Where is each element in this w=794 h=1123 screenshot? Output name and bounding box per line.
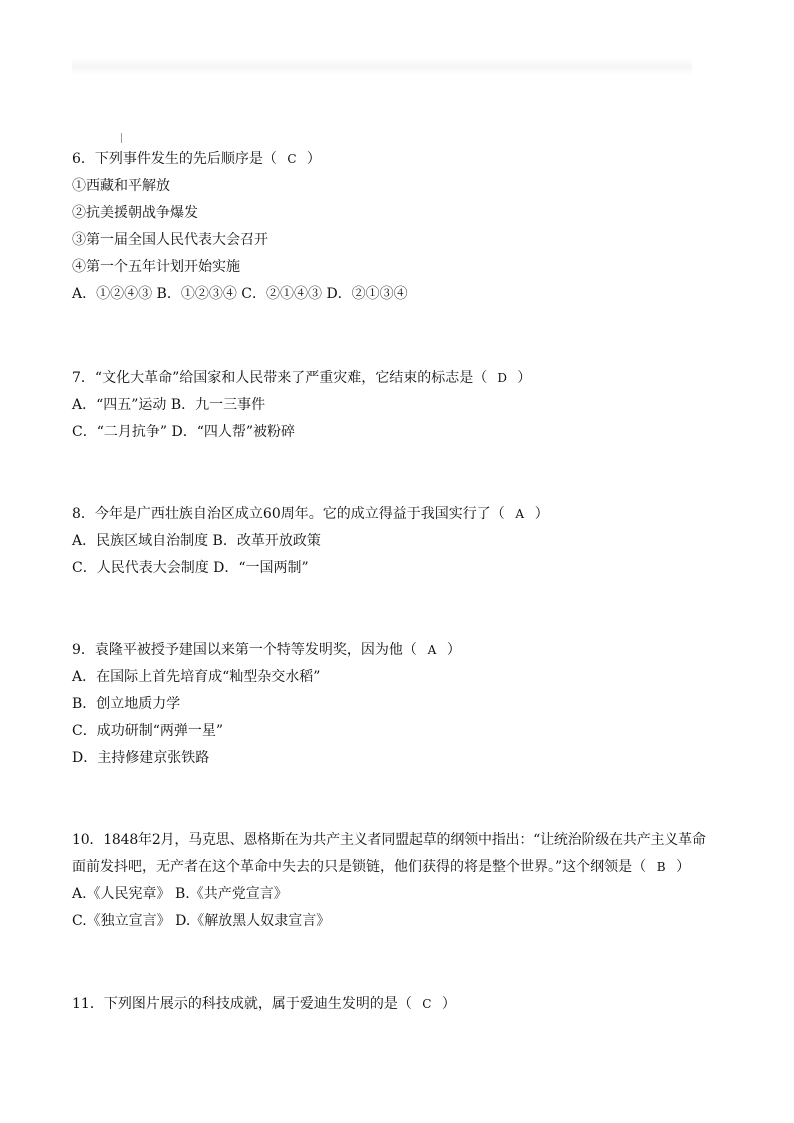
question-9-option-a: A．在国际上首先培育成“籼型杂交水稻” xyxy=(72,669,321,685)
question-11 xyxy=(72,991,732,1018)
question-7 xyxy=(72,365,732,446)
question-9 xyxy=(72,637,732,772)
question-6-options: A．①②④③ B．①②③④ C．②①④③ D．②①③④ xyxy=(72,286,408,302)
question-6-item-2: ②抗美援朝战争爆发 xyxy=(72,205,198,221)
question-10-stem-text: 面前发抖吧，无产者在这个革命中失去的只是锁链，他们获得的将是整个世界。”这个纲领是（ xyxy=(72,859,647,875)
question-10-stem-close: ） xyxy=(676,859,691,875)
question-6-item-1: ①西藏和平解放 xyxy=(72,178,170,194)
question-11-stem-close: ） xyxy=(441,996,456,1012)
question-8 xyxy=(72,501,732,582)
text-cursor-mark xyxy=(121,133,122,143)
question-6-stem-text: 6．下列事件发生的先后顺序是（ xyxy=(72,151,277,167)
question-7-answer: D xyxy=(497,371,508,385)
question-8-stem-close: ） xyxy=(534,506,549,522)
question-6-item-3: ③第一届全国人民代表大会召开 xyxy=(72,232,268,248)
question-10-stem-line-2 xyxy=(72,854,732,881)
question-6-stem-close: ） xyxy=(306,151,321,167)
question-6-item-4: ④第一个五年计划开始实施 xyxy=(72,259,240,275)
question-9-stem xyxy=(72,637,732,664)
question-9-stem-text: 9．袁隆平被授予建国以来第一个特等发明奖，因为他（ xyxy=(72,642,417,658)
question-9-option-c: C．成功研制“两弹一星” xyxy=(72,723,224,739)
question-11-answer: C xyxy=(422,997,432,1011)
question-10-stem-line-1: 10．1848年2月，马克思、恩格斯在为共产主义者同盟起草的纲领中指出：“让统治阶级在共产主义革命 xyxy=(72,832,706,848)
question-8-options-1: A．民族区域自治制度 B．改革开放政策 xyxy=(72,533,321,549)
question-6-stem xyxy=(72,146,732,173)
question-8-answer: A xyxy=(515,507,525,521)
question-11-stem xyxy=(72,991,732,1018)
question-8-options-2: C．人民代表大会制度 D．“一国两制” xyxy=(72,560,309,576)
question-6-answer: C xyxy=(287,152,297,166)
question-7-options-1: A．“四五”运动 B．九一三事件 xyxy=(72,397,266,413)
question-10-answer: B xyxy=(656,860,666,874)
question-6 xyxy=(72,146,732,308)
question-9-stem-close: ） xyxy=(446,642,461,658)
question-9-answer: A xyxy=(427,643,437,657)
question-7-options-2: C．“二月抗争” D．“四人帮”被粉碎 xyxy=(72,424,296,440)
question-11-stem-text: 11．下列图片展示的科技成就，属于爱迪生发明的是（ xyxy=(72,996,412,1012)
question-9-option-d: D．主持修建京张铁路 xyxy=(72,750,210,766)
question-8-stem-text: 8．今年是广西壮族自治区成立60周年。它的成立得益于我国实行了（ xyxy=(72,506,505,522)
question-10-options-1: A.《人民宪章》 B.《共产党宣言》 xyxy=(72,886,288,902)
question-7-stem-text: 7．“文化大革命”给国家和人民带来了严重灾难，它结束的标志是（ xyxy=(72,370,488,386)
question-10 xyxy=(72,827,732,935)
question-10-options-2: C.《独立宣言》 D.《解放黑人奴隶宣言》 xyxy=(72,913,331,929)
question-8-stem xyxy=(72,501,732,528)
question-9-option-b: B．创立地质力学 xyxy=(72,696,181,712)
header-band xyxy=(72,58,692,76)
question-7-stem xyxy=(72,365,732,392)
question-7-stem-close: ） xyxy=(517,370,532,386)
